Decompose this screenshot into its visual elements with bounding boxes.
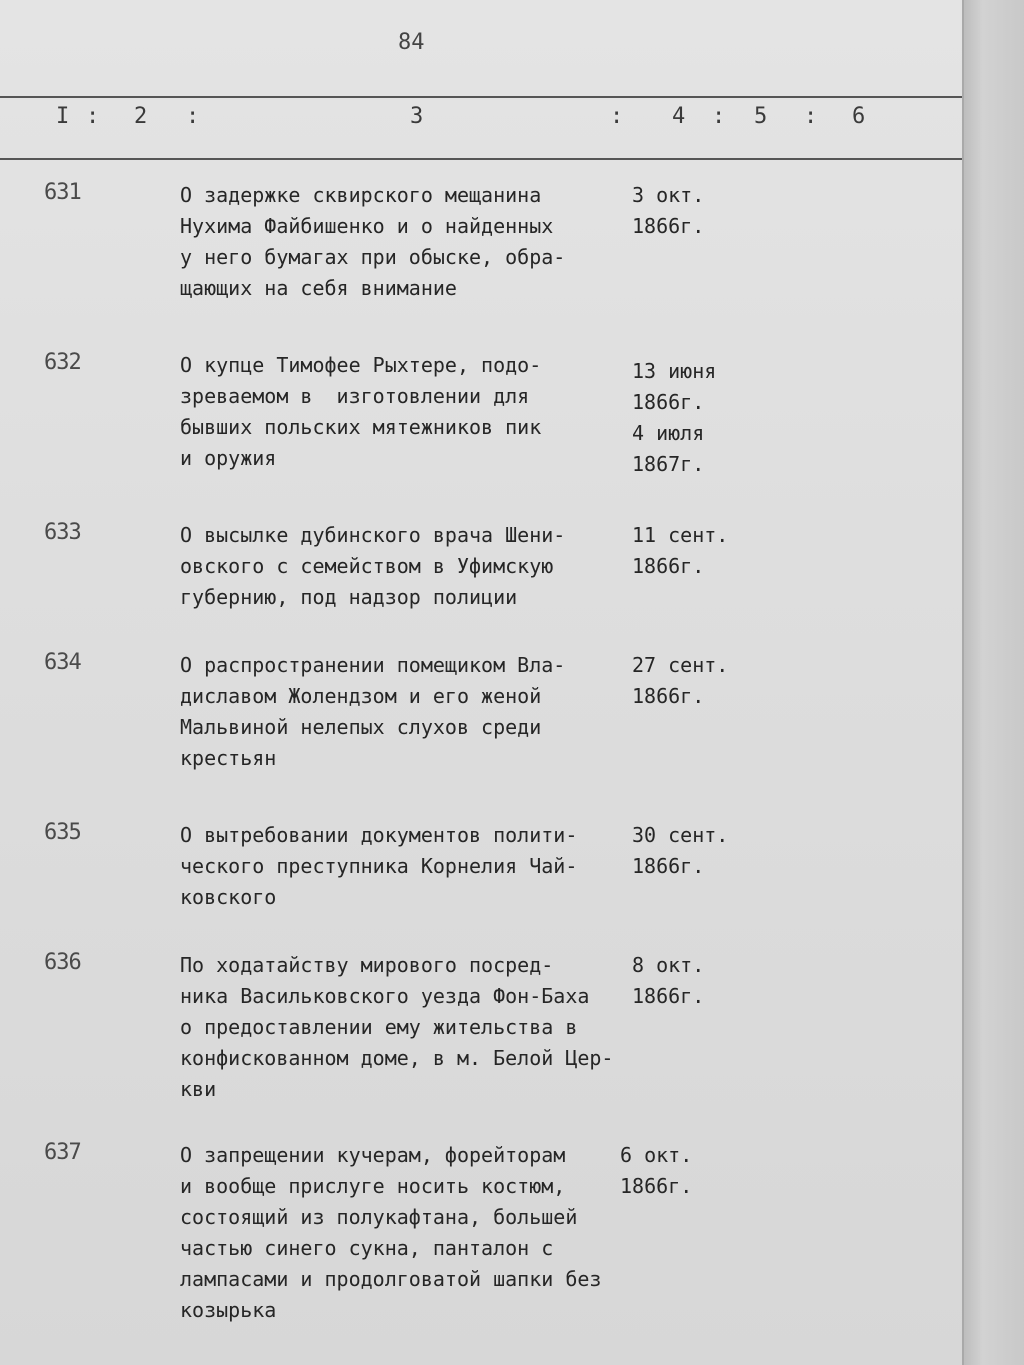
entry-date (632, 650, 782, 712)
column-separator: : (186, 104, 200, 129)
column-header-5: 5 (754, 104, 768, 129)
date-line: 11 сент. (632, 523, 729, 547)
entry-number: 632 (44, 350, 81, 375)
entry-description (180, 820, 630, 913)
date-line: 3 окт. (632, 183, 705, 207)
description-line: ковского (180, 885, 277, 909)
entry-description (180, 650, 630, 774)
description-line: и оружия (180, 446, 277, 470)
date-line: 13 июня (632, 359, 717, 383)
page-number: 84 (398, 30, 425, 55)
column-separator: : (610, 104, 624, 129)
date-line: 8 окт. (632, 953, 705, 977)
description-line: щающих на себя внимание (180, 276, 457, 300)
entry-number: 633 (44, 520, 81, 545)
date-line: 1866г. (632, 984, 705, 1008)
description-line: ческого преступника Корнелия Чай- (180, 854, 578, 878)
date-line: 6 окт. (620, 1143, 693, 1167)
column-separator: : (804, 104, 818, 129)
description-line: зреваемом в изготовлении для (180, 384, 530, 408)
entry-number: 635 (44, 820, 81, 845)
entry-date (620, 1140, 770, 1202)
description-line: губернию, под надзор полиции (180, 585, 518, 609)
entry-number: 636 (44, 950, 81, 975)
description-line: крестьян (180, 746, 277, 770)
date-line: 30 сент. (632, 823, 729, 847)
entry-description (180, 180, 630, 304)
page-stack-edge (962, 0, 1024, 1365)
description-line: козырька (180, 1298, 277, 1322)
description-line: овского с семейством в Уфимскую (180, 554, 554, 578)
date-line: 1866г. (632, 214, 705, 238)
header-top-rule (0, 96, 962, 98)
entry-description (180, 950, 630, 1105)
date-line: 27 сент. (632, 653, 729, 677)
description-line: частью синего сукна, панталон с (180, 1236, 554, 1260)
column-separator: : (86, 104, 100, 129)
description-line: О запрещении кучерам, форейторам (180, 1143, 566, 1167)
date-line: 1866г. (632, 390, 705, 414)
description-line: По ходатайству мирового посред- (180, 953, 554, 977)
description-line: ника Васильковского уезда Фон-Баха (180, 984, 590, 1008)
description-line: О распространении помещиком Вла- (180, 653, 566, 677)
date-line: 4 июля (632, 421, 705, 445)
column-header-1: I (56, 104, 70, 129)
date-line: 1866г. (632, 854, 705, 878)
description-line: кви (180, 1077, 217, 1101)
entry-date (632, 950, 782, 1012)
entry-number: 634 (44, 650, 81, 675)
description-line: О высылке дубинского врача Шени- (180, 523, 566, 547)
entry-number: 637 (44, 1140, 81, 1165)
description-line: диславом Жолендзом и его женой (180, 684, 542, 708)
description-line: лампасами и продолговатой шапки без (180, 1267, 602, 1291)
description-line: у него бумагах при обыске, обра- (180, 245, 566, 269)
column-header-3: 3 (410, 104, 424, 129)
description-line: Нухима Файбишенко и о найденных (180, 214, 554, 238)
entry-description (180, 1140, 630, 1326)
description-line: бывших польских мятежников пик (180, 415, 542, 439)
entry-date (632, 180, 782, 242)
entry-date (632, 820, 782, 882)
description-line: Мальвиной нелепых слухов среди (180, 715, 542, 739)
description-line: о предоставлении ему жительства в (180, 1015, 578, 1039)
description-line: состоящий из полукафтана, большей (180, 1205, 578, 1229)
description-line: О купце Тимофее Рыхтере, подо- (180, 353, 542, 377)
description-line: О вытребовании документов полити- (180, 823, 578, 847)
description-line: конфискованном доме, в м. Белой Цер- (180, 1046, 614, 1070)
entry-date (632, 520, 782, 582)
entry-date (632, 356, 782, 480)
description-line: О задержке сквирского мещанина (180, 183, 542, 207)
column-separator: : (712, 104, 726, 129)
date-line: 1867г. (632, 452, 705, 476)
entry-number: 631 (44, 180, 81, 205)
column-header-2: 2 (134, 104, 148, 129)
description-line: и вообще прислуге носить костюм, (180, 1174, 566, 1198)
date-line: 1866г. (632, 554, 705, 578)
entry-description (180, 350, 630, 474)
date-line: 1866г. (620, 1174, 693, 1198)
column-header-4: 4 (672, 104, 686, 129)
column-header-6: 6 (852, 104, 866, 129)
header-bottom-rule (0, 158, 962, 160)
entry-description (180, 520, 630, 613)
date-line: 1866г. (632, 684, 705, 708)
